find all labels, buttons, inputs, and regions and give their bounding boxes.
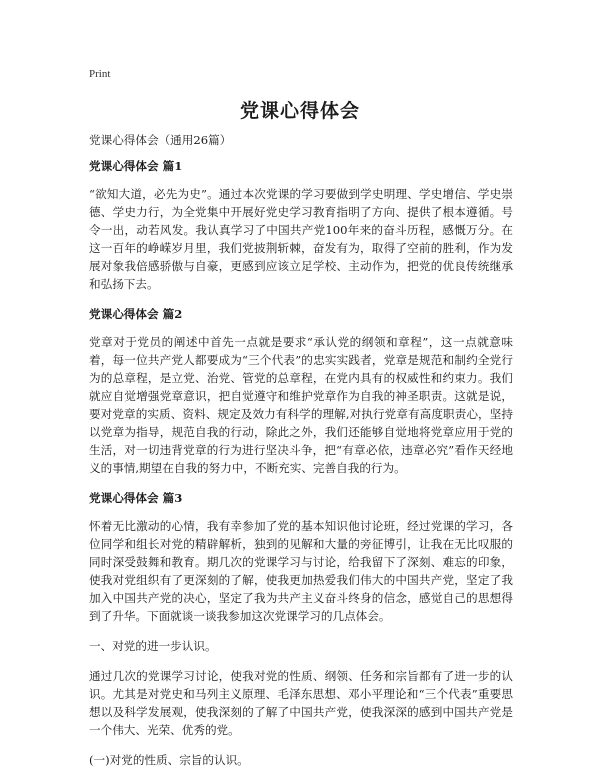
point-one-paragraph: 通过几次的党课学习讨论，使我对党的性质、纲领、任务和宗旨都有了进一步的认识。尤其是对党史和马列主义原理、毛泽东思想、邓小平理论和“三个代表”重要思想以及科学发展观，使我深刻的了解了中国共产党，使我深深的感到中国共产党是一个伟大、光荣、优秀的党。	[89, 669, 513, 737]
document-title: 党课心得体会	[239, 100, 360, 122]
section-heading-1: 党课心得体会 篇1	[89, 159, 183, 173]
print-label: Print	[89, 68, 111, 80]
document-body	[89, 131, 513, 781]
point-one-heading: 一、对党的进一步认识。	[89, 639, 217, 653]
section-heading-2: 党课心得体会 篇2	[89, 307, 183, 321]
sub-point-heading: (一)对党的性质、宗旨的认识。	[89, 753, 249, 767]
section-paragraph-1: “欲知大道，必先为史”。通过本次党课的学习要做到学史明理、学史增信、学史崇德、学史力行，为全党集中开展好党史学习教育指明了方向、提供了根本遵循。号令一出，动若风发。我认真学习了中国共产党100年来的奋斗历程，感慨万分。在这一百年的峥嵘岁月里，我们党披荆斩棘，奋发有为，取得了空前的胜利，作为发展对象我倍感骄傲与自豪，更感到应该立足学校、主动作为，把党的优良传统继承和弘扬下去。	[89, 187, 513, 291]
section-paragraph-2: 党章对于党员的阐述中首先一点就是要求“承认党的纲领和章程”，这一点就意味着，每一位共产党人都要成为“三个代表”的忠实实践者，党章是规范和制约全党行为的总章程，是立党、治党、管党的总章程，在党内具有的权威性和约束力。我们就应自觉增强党章意识，把自觉遵守和维护党章作为自我的神圣职责。这就是说，要对党章的实质、资料、规定及效力有科学的理解,对执行党章有高度职责心，坚持以党章为指导，规范自我的行动，除此之外，我们还能够自觉地将党章应用于党的生活，对一切违背党章的行为进行坚决斗争，把“有章必依，违章必究”看作天经地义的事情,期望在自我的努力中，不断充实、完善自我的行为。	[89, 335, 513, 475]
section-heading-3: 党课心得体会 篇3	[89, 491, 183, 505]
document-subtitle: 党课心得体会（通用26篇）	[89, 133, 232, 147]
section-paragraph-3: 怀着无比激动的心情，我有幸参加了党的基本知识他讨论班，经过党课的学习，各位同学和组长对党的精辟解析，独到的见解和大量的旁征博引，让我在无比叹服的同时深受鼓舞和教育。期几次的党课学习与讨论，给我留下了深刻、难忘的印象，使我对党组织有了更深刻的了解，使我更加热爱我们伟大的中国共产党，坚定了我加入中国共产党的决心，坚定了我为共产主义奋斗终身的信念，感觉自己的思想得到了升华。下面就谈一谈我参加这次党课学习的几点体会。	[89, 519, 513, 623]
